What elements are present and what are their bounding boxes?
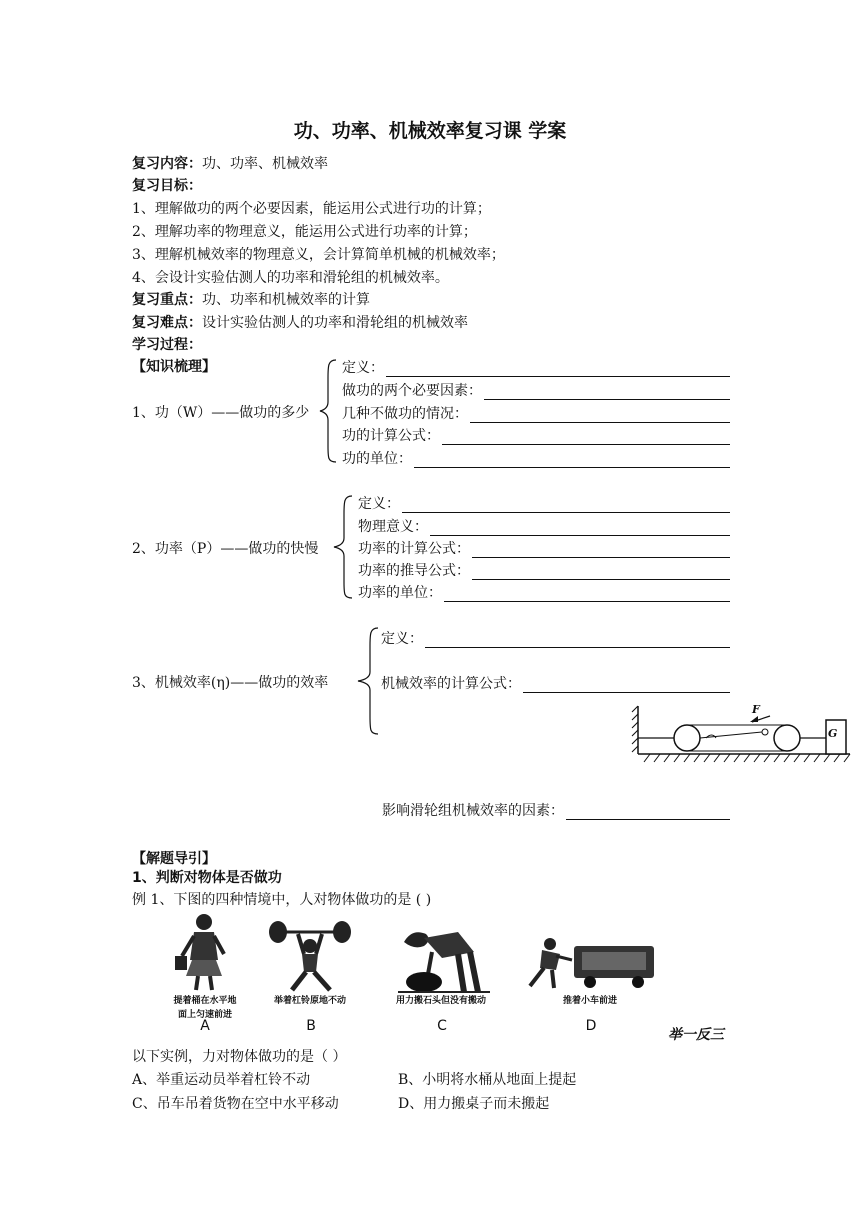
power-formula-row — [358, 538, 730, 558]
person-carrying-bucket-icon — [172, 912, 236, 992]
work-formula-blank[interactable] — [442, 430, 730, 445]
power-derived-blank[interactable] — [472, 565, 730, 580]
figure-letter-b: B — [306, 1018, 316, 1034]
goal-item-4: 4、会设计实验估测人的功率和滑轮组的机械效率。 — [132, 270, 449, 286]
power-formula-blank[interactable] — [472, 543, 730, 558]
review-difficulty-label: 复习难点： — [132, 315, 202, 331]
review-content-label: 复习内容： — [132, 156, 202, 172]
goal-item-3: 3、理解机械效率的物理意义，会计算简单机械的机械效率； — [132, 247, 505, 263]
work-label: 1、功（W）——做功的多少 — [132, 405, 310, 421]
power-brace — [332, 494, 354, 600]
review-key-label: 复习重点： — [132, 292, 202, 308]
example-1: 例 1、下图的四种情境中，人对物体做功的是 ( ) — [132, 892, 432, 908]
work-formula-label: 功的计算公式： — [342, 428, 440, 444]
power-derived-row — [358, 560, 730, 580]
block-label: G — [828, 727, 838, 740]
figure-caption-c: 用力搬石头但没有搬动 — [395, 996, 486, 1006]
figure-caption-d: 推着小车前进 — [562, 996, 617, 1006]
work-no-work-row — [342, 403, 730, 423]
option-a: A、举重运动员举着杠铃不动 — [132, 1072, 311, 1088]
work-unit-blank[interactable] — [414, 453, 730, 468]
review-key-row — [132, 289, 370, 309]
figure-letter-a: A — [200, 1018, 210, 1034]
power-formula-label: 功率的计算公式： — [358, 541, 470, 557]
work-definition-blank[interactable] — [386, 362, 730, 377]
efficiency-factor-row — [382, 800, 730, 820]
option-c: C、吊车吊着货物在空中水平移动 — [132, 1096, 339, 1112]
goal-item-1: 1、理解做功的两个必要因素，能运用公式进行功的计算； — [132, 201, 491, 217]
figure-caption-a-line-1: 提着桶在水平地 — [173, 996, 237, 1006]
work-no-work-blank[interactable] — [470, 408, 730, 423]
person-pushing-cart-icon — [520, 934, 660, 994]
work-no-work-label: 几种不做功的情况： — [342, 406, 468, 422]
power-definition-row — [358, 493, 730, 513]
power-label: 2、功率（P）——做功的快慢 — [132, 541, 319, 557]
knowledge-heading: 【知识梳理】 — [132, 359, 216, 375]
efficiency-formula-label: 机械效率的计算公式： — [381, 676, 521, 692]
work-definition-label: 定义： — [342, 360, 384, 376]
figure-caption-a-line-2: 面上匀速前进 — [177, 1010, 232, 1020]
power-definition-label: 定义： — [358, 496, 400, 512]
efficiency-label: 3、机械效率(η)——做功的效率 — [132, 675, 329, 691]
option-d: D、用力搬桌子而未搬起 — [398, 1096, 550, 1112]
efficiency-factor-blank[interactable] — [566, 805, 730, 820]
person-lifting-stone-icon — [398, 918, 490, 996]
page-title: 功、功率、机械效率复习课 学案 — [293, 120, 567, 142]
review-key-text: 功、功率和机械效率的计算 — [202, 292, 370, 308]
question-1-title: 1、判断对物体是否做功 — [132, 870, 282, 886]
efficiency-formula-row — [381, 673, 730, 693]
power-unit-blank[interactable] — [444, 587, 730, 602]
efficiency-definition-label: 定义： — [381, 631, 423, 647]
pulley-diagram — [630, 702, 852, 768]
work-brace — [318, 358, 338, 464]
goal-item-2: 2、理解功率的物理意义，能运用公式进行功率的计算； — [132, 224, 477, 240]
review-difficulty-row — [132, 312, 468, 332]
weightlifter-icon — [268, 920, 352, 994]
followup-tag: 举一反三 — [668, 1027, 724, 1043]
work-unit-row — [342, 448, 730, 468]
review-goals-label: 复习目标： — [132, 178, 202, 194]
process-label: 学习过程： — [132, 337, 202, 353]
figure-letter-c: C — [437, 1018, 447, 1034]
power-unit-label: 功率的单位： — [358, 585, 442, 601]
work-factors-row — [342, 380, 730, 400]
efficiency-brace — [356, 626, 380, 736]
efficiency-factor-label: 影响滑轮组机械效率的因素： — [382, 803, 564, 819]
guide-heading: 【解题导引】 — [132, 851, 216, 867]
review-content-text: 功、功率、机械效率 — [202, 156, 328, 172]
work-unit-label: 功的单位： — [342, 451, 412, 467]
work-definition-row — [342, 357, 730, 377]
power-derived-label: 功率的推导公式： — [358, 563, 470, 579]
figure-letter-d: D — [585, 1018, 597, 1034]
efficiency-definition-row — [381, 628, 730, 648]
power-meaning-row — [358, 516, 730, 536]
power-unit-row — [358, 582, 730, 602]
work-factors-blank[interactable] — [484, 385, 730, 400]
review-content-row — [132, 153, 328, 173]
efficiency-definition-blank[interactable] — [425, 633, 730, 648]
force-label: F — [752, 703, 760, 716]
power-definition-blank[interactable] — [402, 498, 730, 513]
efficiency-formula-blank[interactable] — [523, 678, 730, 693]
power-meaning-blank[interactable] — [430, 521, 730, 536]
option-b: B、小明将水桶从地面上提起 — [398, 1072, 577, 1088]
figure-caption-b: 举着杠铃原地不动 — [273, 996, 346, 1006]
work-formula-row — [342, 425, 730, 445]
power-meaning-label: 物理意义： — [358, 519, 428, 535]
work-factors-label: 做功的两个必要因素： — [342, 383, 482, 399]
followup-question: 以下实例，力对物体做功的是（ ） — [132, 1049, 347, 1065]
review-difficulty-text: 设计实验估测人的功率和滑轮组的机械效率 — [202, 315, 468, 331]
